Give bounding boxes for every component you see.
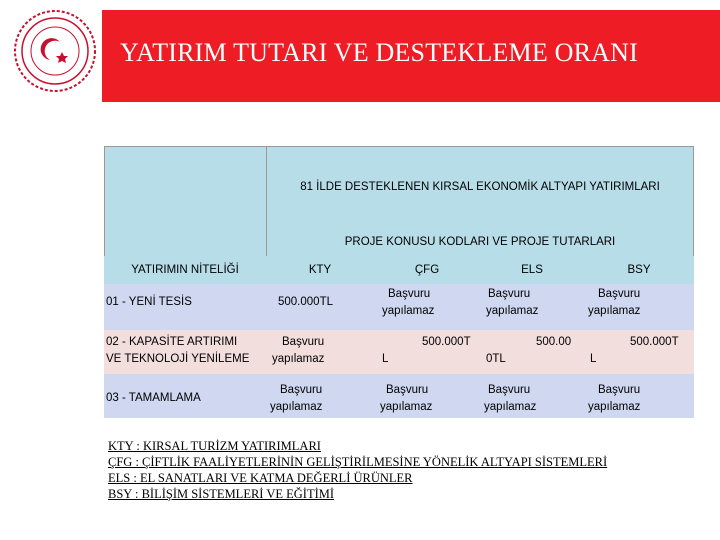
row-label: VE TEKNOLOJİ YENİLEME xyxy=(106,353,250,365)
cell-value: yapılamaz xyxy=(380,401,433,413)
cell-value: Başvuru xyxy=(280,384,323,396)
abbreviation-legend xyxy=(108,438,607,502)
cell-value: Başvuru xyxy=(282,336,325,348)
super-header-text: 81 İLDE DESTEKLENEN KIRSAL EKONOMİK ALTYAPI YATIRIMLARI xyxy=(300,180,660,193)
table-cell xyxy=(374,374,480,418)
column-header-label: YATIRIMIN NİTELİĞİ xyxy=(131,264,239,276)
legend-item: BSY : BİLİŞİM SİSTEMLERİ VE EĞİTİMİ xyxy=(108,487,335,501)
table-cell xyxy=(266,374,374,418)
table-header-blank xyxy=(104,146,266,256)
table-cell xyxy=(374,330,480,374)
legend-item: KTY : KIRSAL TURİZM YATIRIMLARI xyxy=(108,439,321,453)
cell-value: 500.000TL xyxy=(278,296,333,308)
cell-value: yapılamaz xyxy=(272,353,325,365)
table-cell xyxy=(266,330,374,374)
table-sub-header xyxy=(266,228,694,256)
cell-value: L xyxy=(590,353,597,365)
column-header-label: ÇFG xyxy=(414,264,440,276)
row-label: 03 - TAMAMLAMA xyxy=(106,392,201,404)
column-header xyxy=(374,256,480,284)
cell-value: 500.000T xyxy=(630,336,679,348)
cell-value: Başvuru xyxy=(488,288,531,300)
cell-value: yapılamaz xyxy=(484,401,537,413)
cell-value: Başvuru xyxy=(598,288,641,300)
sub-header-text: PROJE KONUSU KODLARI VE PROJE TUTARLARI xyxy=(344,236,616,248)
cell-value: Başvuru xyxy=(488,384,531,396)
table-row-label xyxy=(104,284,266,330)
column-header xyxy=(104,256,266,284)
cell-value: L xyxy=(382,353,389,365)
table-cell xyxy=(584,374,694,418)
column-header xyxy=(584,256,694,284)
table-cell xyxy=(374,284,480,330)
table-super-header xyxy=(266,146,694,228)
cell-value: 0TL xyxy=(486,353,506,365)
cell-value: yapılamaz xyxy=(270,401,323,413)
page-title: YATIRIM TUTARI VE DESTEKLEME ORANI xyxy=(120,38,638,67)
row-label: 01 - YENİ TESİS xyxy=(106,296,192,308)
cell-value: yapılamaz xyxy=(486,305,539,317)
column-header-label: BSY xyxy=(627,264,651,276)
cell-value: yapılamaz xyxy=(382,305,435,317)
cell-value: Başvuru xyxy=(598,384,641,396)
column-header xyxy=(480,256,584,284)
legend-item: ÇFG : ÇİFTLİK FAALİYETLERİNİN GELİŞTİRİLMESİNE YÖNELİK ALTYAPI SİSTEMLERİ xyxy=(108,455,608,469)
row-label: 02 - KAPASİTE ARTIRIMI xyxy=(106,336,238,348)
table-cell xyxy=(266,284,374,330)
column-header xyxy=(266,256,374,284)
table-cell xyxy=(480,374,584,418)
table-row-label xyxy=(104,374,266,418)
table-cell xyxy=(480,284,584,330)
cell-value: 500.000T xyxy=(422,336,471,348)
legend-item: ELS : EL SANATLARI VE KATMA DEĞERLİ ÜRÜNLER xyxy=(108,471,413,485)
column-header-label: KTY xyxy=(308,264,332,276)
cell-value: 500.00 xyxy=(536,336,572,348)
title-bar xyxy=(102,10,720,102)
table-row-label xyxy=(104,330,266,374)
cell-value: Başvuru xyxy=(388,288,431,300)
ministry-seal-icon xyxy=(12,8,98,94)
table-cell xyxy=(480,330,584,374)
cell-value: yapılamaz xyxy=(588,305,641,317)
column-header-label: ELS xyxy=(521,264,543,276)
cell-value: Başvuru xyxy=(386,384,429,396)
cell-value: yapılamaz xyxy=(588,401,641,413)
table-cell xyxy=(584,330,694,374)
table-cell xyxy=(584,284,694,330)
